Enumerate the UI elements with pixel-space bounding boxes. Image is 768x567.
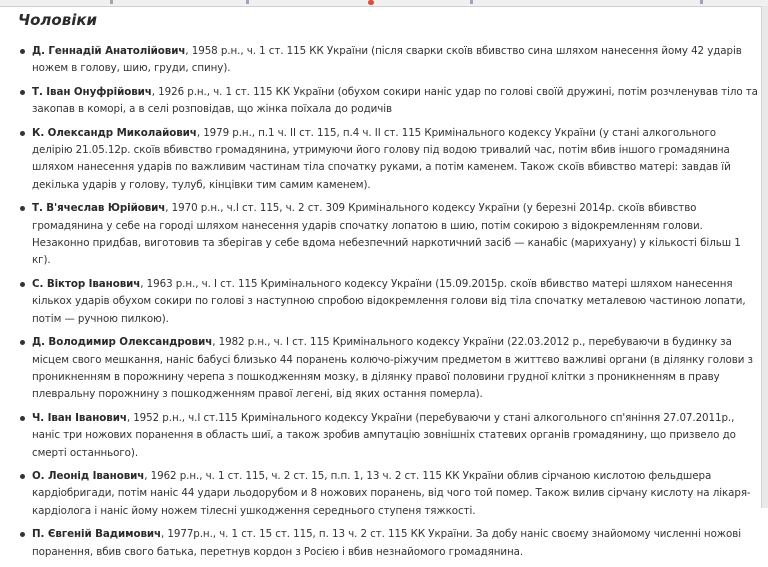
entry-name: П. Євгеній Вадимович <box>32 528 162 541</box>
toolbar-icon[interactable] <box>700 0 703 4</box>
bullet-icon <box>20 206 25 211</box>
list-item <box>14 276 758 328</box>
entry-text: , 1962 р.н., ч. 1 ст. 115, ч. 2 ст. 15, п.п. 1, 13 ч. 2 ст. 115 КК України облив сірчаною кислотою фельдшера кардіобригади, потім наніс 44 удари льодорубом и 8 ножових поранень, від чого той помер. Також вилив сірчану кислоту на лікаря-кардіолога і наніс йому ножем тілесні ушкодження середнього ступеня тяжкості. <box>32 469 751 517</box>
toolbar-icon[interactable] <box>246 0 249 4</box>
entry-name: Д. Геннадій Анатолійович <box>32 45 186 57</box>
entry-name: Т. Іван Онуфрійович <box>32 85 152 98</box>
entry-text: , 1958 р.н., ч. 1 ст. 115 КК України (після сварки скоїв вбивство сина шляхом нанесення йому 42 ударів ножем в голову, шию, груди, спину). <box>32 45 742 75</box>
bullet-icon <box>20 340 25 345</box>
entry-name: К. Олександр Миколайович <box>32 126 197 139</box>
list-item <box>14 410 758 462</box>
bullet-icon <box>20 49 25 54</box>
entry-name: Ч. Іван Іванович <box>32 411 127 424</box>
bullet-icon <box>20 474 25 479</box>
entry-text: , 1963 р.н., ч. І ст. 115 Кримінального кодексу України (15.09.2015р. скоїв вбивство матері шляхом нанесення кількох ударів обухом сокири по голові з наступною спробою відокремлення голови від тіла спочатку металевою частиною лопати, потім — ручною пилкою). <box>32 277 746 325</box>
bullet-icon <box>20 416 25 421</box>
entries-list <box>14 43 758 567</box>
toolbar-icon[interactable] <box>368 0 374 5</box>
bullet-icon <box>20 90 25 95</box>
section-heading: Чоловіки <box>18 11 98 29</box>
toolbar-icon[interactable] <box>470 0 473 4</box>
list-item <box>14 468 758 520</box>
entry-name: С. Віктор Іванович <box>32 277 141 290</box>
list-item <box>14 334 758 404</box>
entry-text: , 1979 р.н., п.1 ч. ІІ ст. 115, п.4 ч. ІІ ст. 115 Кримінального кодексу України (у стані алкогольного делірію 21.05.12р. скоїв вбивство громадянина, утримуючи його голову під водою тривалий час, потім вбив іншого громадянина шляхом нанесення ударів по важливим частинам тіла спочатку руками, а потім каменем. Також скоїв вбивство матері: завдав їй декілька ударів у голову, тулуб, кінцівки тим самим каменем). <box>32 126 731 191</box>
scrollbar[interactable] <box>761 6 768 508</box>
entry-text: , 1977р.н., ч. 1 ст. 15 ст. 115, п. 13 ч. 2 ст. 115 КК України. За добу наніс своєму знайомому численні ножові поранення, вбив свого батька, перетнув кордон з Росією і вбив незнайомого громадянина. <box>32 528 741 558</box>
entry-name: О. Леонід Іванович <box>32 469 145 482</box>
entry-name: Д. Володимир Олександрович <box>32 336 213 349</box>
entry-text: , 1926 р.н., ч. 1 ст. 115 КК України (обухом сокири наніс удар по голові своїй дружині, потім розчленував тіло та закопав в коморі, а в селі розповідав, що жінка поїхала до родичів <box>32 85 758 116</box>
entry-text: , 1982 р.н., ч. І ст. 115 Кримінального кодексу України (22.03.2012 р., перебуваючи в будинку за місцем свого мешкання, наніс бабусі близько 44 поранень колючо-ріжучим предметом в життєво важливі органи (в ділянку голови з проникненням в порожнину черепа з пошкодженням мозку, в ділянку правої половини грудної клітки з проникненням в праву плевральну порожнину з пошкодженням правої легені, від яких остання померла). <box>32 336 753 401</box>
list-item <box>14 526 758 561</box>
browser-toolbar-strip <box>0 0 768 7</box>
bullet-icon <box>20 532 25 537</box>
bullet-icon <box>20 282 25 287</box>
bullet-icon <box>20 131 25 136</box>
entry-text: , 1970 р.н., ч.І ст. 115, ч. 2 ст. 309 Кримінального кодексу України (у березні 2014р. скоїв вбивство громадянина у себе на городі шляхом нанесення ударів спочатку лопатою в шию, потім сокирою з відокремленням голови. Незаконно придбав, виготовив та зберігав у себе вдома небезпечний наркотичний засіб — канабіс (марихуану) у кількості більш 1 кг). <box>32 202 741 267</box>
list-item <box>14 200 758 270</box>
list-item <box>14 125 758 195</box>
list-item <box>14 43 758 78</box>
entry-name: Т. В'ячеслав Юрійович <box>32 202 166 215</box>
list-item <box>14 84 758 119</box>
toolbar-icon[interactable] <box>110 0 113 4</box>
entry-text: , 1952 р.н., ч.І ст.115 Кримінального кодексу України (перебуваючи у стані алкогольного сп'яніння 27.07.2011р., наніс три ножових поранення в область шиї, а також зробив ампутацію зовнішніх статевих органів громадянину, що призвело до смерті останнього). <box>32 411 736 459</box>
